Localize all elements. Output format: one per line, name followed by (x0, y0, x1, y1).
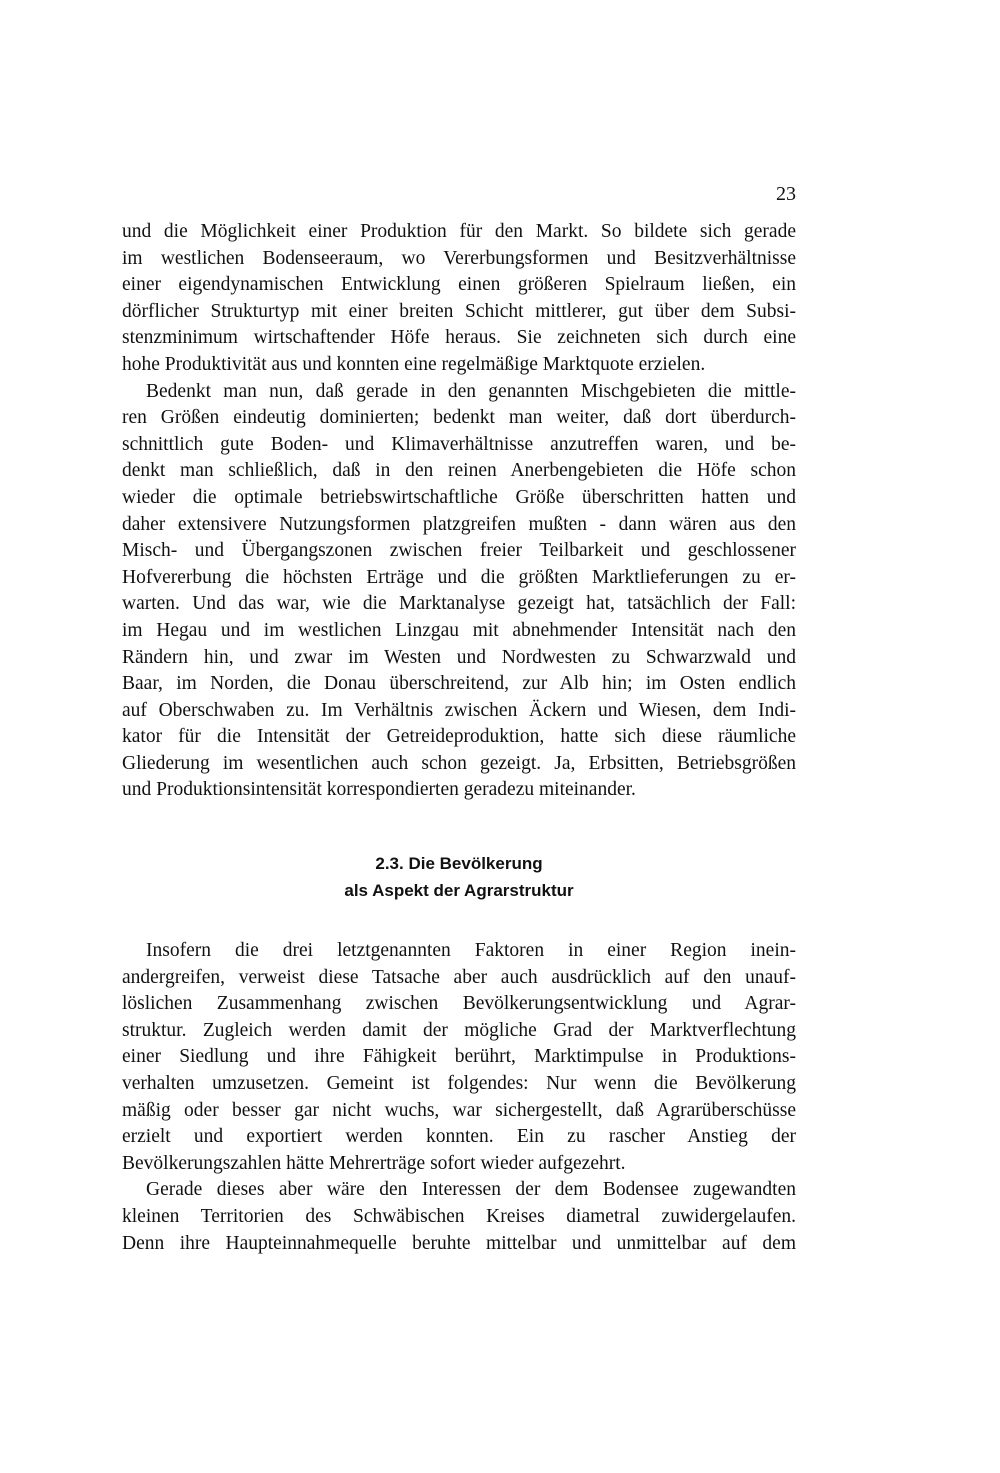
text-line: ren Größen eindeutig dominierten; bedenkt man weiter, daß dort überdurch- (122, 407, 796, 429)
text-line: löslichen Zusammenhang zwischen Bevölkerungsentwicklung und Agrar- (122, 993, 796, 1015)
text-line: mäßig oder besser gar nicht wuchs, war sichergestellt, daß Agrarüberschüsse (122, 1099, 796, 1121)
text-line: kator für die Intensität der Getreideproduktion, hatte sich diese räumliche (122, 726, 796, 748)
paragraph-block-2 (122, 938, 796, 1257)
text-line: erzielt und exportiert werden konnten. Ein zu rascher Anstieg der (122, 1126, 796, 1148)
paragraph-block-1 (122, 219, 796, 804)
text-line: verhalten umzusetzen. Gemeint ist folgendes: Nur wenn die Bevölkerung (122, 1072, 796, 1094)
text-line: stenzminimum wirtschaftender Höfe heraus. Sie zeichneten sich durch eine (122, 327, 796, 349)
text-line: Gerade dieses aber wäre den Interessen der dem Bodensee zugewandten (146, 1179, 796, 1201)
text-line: kleinen Territorien des Schwäbischen Kreises diametral zuwidergelaufen. (122, 1205, 796, 1227)
text-line: warten. Und das war, wie die Marktanalyse gezeigt hat, tatsächlich der Fall: (122, 593, 796, 615)
text-line: einer eigendynamischen Entwicklung einen größeren Spielraum ließen, ein (122, 274, 796, 296)
text-line: und Produktionsintensität korrespondierten geradezu miteinander. (122, 779, 636, 801)
text-line: Bedenkt man nun, daß gerade in den genannten Mischgebieten die mittle- (146, 380, 796, 402)
text-line: struktur. Zugleich werden damit der mögliche Grad der Marktverflechtung (122, 1019, 796, 1041)
text-line: wieder die optimale betriebswirtschaftliche Größe überschritten hatten und (122, 486, 796, 508)
section-heading-line-1: 2.3. Die Bevölkerung (375, 854, 543, 873)
text-line: einer Siedlung und ihre Fähigkeit berührt, Marktimpulse in Produktions- (122, 1046, 796, 1068)
text-line: dörflicher Strukturtyp mit einer breiten Schicht mittlerer, gut über dem Subsi- (122, 300, 796, 322)
text-line: Misch- und Übergangszonen zwischen freier Teilbarkeit und geschlossener (122, 540, 796, 562)
page-number: 23 (776, 183, 796, 205)
text-line: Denn ihre Haupteinnahmequelle beruhte mittelbar und unmittelbar auf dem (122, 1232, 796, 1254)
text-line: im Hegau und im westlichen Linzgau mit abnehmender Intensität nach den (122, 619, 796, 641)
text-line: Bevölkerungszahlen hätte Mehrerträge sofort wieder aufgezehrt. (122, 1152, 626, 1174)
text-line: schnittlich gute Boden- und Klimaverhältnisse anzutreffen waren, und be- (122, 433, 796, 455)
text-line: hohe Produktivität aus und konnten eine regelmäßige Marktquote erzielen. (122, 353, 706, 375)
text-line: andergreifen, verweist diese Tatsache aber auch ausdrücklich auf den unauf- (122, 966, 796, 988)
text-line: Insofern die drei letztgenannten Faktoren in einer Region inein- (146, 940, 796, 961)
text-line: Rändern hin, und zwar im Westen und Nordwesten zu Schwarzwald und (122, 646, 796, 668)
text-line: Hofvererbung die höchsten Erträge und die größten Marktlieferungen zu er- (122, 566, 796, 588)
text-line: Baar, im Norden, die Donau überschreitend, zur Alb hin; im Osten endlich (122, 673, 796, 695)
text-line: und die Möglichkeit einer Produktion für den Markt. So bildete sich gerade (122, 221, 796, 242)
text-line: im westlichen Bodenseeraum, wo Vererbungsformen und Besitzverhältnisse (122, 247, 796, 269)
text-line: denkt man schließlich, daß in den reinen Anerbengebieten die Höfe schon (122, 460, 796, 482)
section-heading (122, 850, 796, 904)
section-heading-line-2: als Aspekt der Agrarstruktur (344, 881, 574, 900)
text-line: auf Oberschwaben zu. Im Verhältnis zwischen Äckern und Wiesen, dem Indi- (122, 699, 796, 721)
text-line: daher extensivere Nutzungsformen platzgreifen mußten - dann wären aus den (122, 513, 796, 535)
text-line: Gliederung im wesentlichen auch schon gezeigt. Ja, Erbsitten, Betriebsgrößen (122, 752, 796, 774)
